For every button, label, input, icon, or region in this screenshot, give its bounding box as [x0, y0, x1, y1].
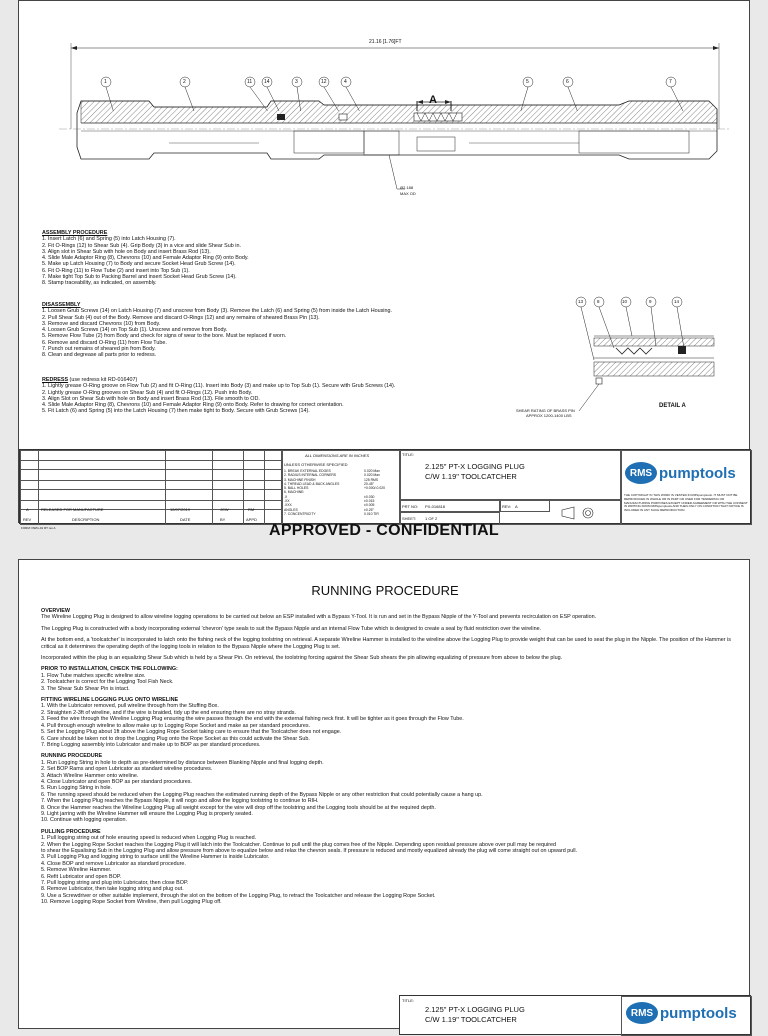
drawing-sheet-2: [18, 559, 750, 1029]
pulling-item: to shear the Equalising Sub in the Logging Plug and allow pressure from above to equalize below and relax the chevron seals. If pressure is reduced and mostly equalized already the plug will come straight out on upward pull.: [41, 848, 578, 854]
pulling-item: 8. Remove Lubricator, then take logging string and plug out.: [41, 886, 184, 893]
rev-label: REV:: [502, 504, 512, 509]
assembly-step: 4. Slide Male Adaptor Ring (8), Chevrons (10) and Female Adaptor Ring (9) onto Body.: [42, 255, 249, 262]
shear-note-1: SHEAR RATING OF BRASS PIN: [516, 408, 575, 413]
running-item: 4. Close Lubricator and open BOP as per standard procedures.: [41, 778, 192, 785]
pulling-item: 6. Refit Lubricator and open BOP.: [41, 873, 122, 880]
tolerance-value: 0.020 Max: [364, 469, 380, 473]
disassembly-step: 6. Remove and discard O-Ring (11) from Flow Tube.: [42, 339, 167, 346]
balloon-1: 1: [104, 79, 107, 85]
assembly-step: 6. Fit O-Ring (11) to Flow Tube (2) and insert into Top Sub (1).: [42, 267, 190, 274]
max-od-label: MAX OD: [400, 191, 416, 196]
section-marker: A: [429, 94, 437, 106]
fitting-title: FITTING WIRELINE LOGGING PLUG ONTO WIRELINE: [41, 697, 179, 704]
tolerance-label: 7. CONCENTRICITY: [284, 511, 316, 516]
tolerance-label: .XX: [284, 499, 290, 504]
balloon-7: 7: [669, 79, 672, 85]
tolerance-value: +0.000/-0.020: [364, 486, 386, 491]
logo-word: pumptools: [659, 464, 736, 482]
page2-title: RUNNING PROCEDURE: [311, 583, 459, 598]
balloon-4: 4: [344, 79, 347, 85]
detail-a-drawing: [574, 296, 724, 426]
logo-word-2: pumptools: [660, 1004, 737, 1022]
drawing-title-2-2: C/W 1.19" TOOLCATCHER: [425, 1015, 517, 1024]
company-logo-2: [626, 1002, 737, 1024]
rev-header-description: DESCRIPTION: [72, 517, 100, 522]
disassembly-step: 3. Remove and discard Chevrons (10) from Body.: [42, 320, 161, 327]
running-item: 3. Attach Wireline Hammer onto wireline.: [41, 772, 139, 779]
detail-a-title: DETAIL A: [659, 403, 686, 409]
drawing-sheet-1: [18, 0, 750, 530]
pulling-title: PULLING PROCEDURE: [41, 828, 101, 835]
pulling-item: 2. When the Logging Rope Socket reaches the Logging Plug it will latch into the Toolcatcher. Continue to pull until the plug comes free of the Nipple. Depending upon residual pressure above over pull may be required: [41, 841, 557, 848]
redress-step: 1. Lightly grease O-Ring groove on Flow Tub (2) and fit O-Ring (11). Insert into Body (3) and make up to Top Sub (1). Secure with Grub Screws (14).: [42, 383, 396, 390]
pulling-item: 9. Use a Screwdriver or other suitable implement, through the slot on the bottom of the Logging Plug, to retract the Toolcatcher and release the Logging Rope Socket.: [41, 892, 436, 899]
redress-step: 4. Slide Male Adaptor Ring (8), Chevrons (10) and Female Adaptor Ring (9) onto Body. Refer to drawing for correct orientation.: [42, 402, 344, 409]
running-item: 5. Run Logging String in hole.: [41, 785, 113, 792]
fitting-item: 4. Pull through enough wireline to allow make up to Logging Rope Socket and make as per standard procedures.: [41, 722, 311, 729]
sheet-value: 1 OF 2: [425, 516, 438, 521]
redress-step: 5. Fit Latch (6) and Spring (5) into the Latch Housing (7) then make tight to Body. Secure with Grub Screws (14).: [42, 408, 310, 415]
pulling-item: 1. Pull logging string out of hole ensuring speed is reduced when Logging Plug is reached.: [41, 835, 257, 842]
rev-date: 12/07/2019: [170, 507, 191, 512]
form-ref: FORM: DWG-01 RT rev A: [21, 526, 56, 530]
balloon-12: 12: [321, 79, 327, 85]
detail-balloon-13: 13: [578, 299, 584, 304]
rev-header-appd: APPD: [246, 517, 257, 522]
title-label: TITLE:: [402, 452, 415, 457]
tolerance-label: .XXX: [284, 503, 292, 508]
prior-item: 2. Toolcatcher is correct for the Logging Tool Fish Neck.: [41, 679, 174, 686]
detail-balloon-10: 10: [622, 299, 628, 304]
logo-mark-2: RMS: [626, 1002, 658, 1024]
running-item: 6. The running speed should be reduced when the Logging Plug reaches the estimated running depth of the Bypass Nipple or any other restriction that could potentially cause a hang up.: [41, 791, 483, 798]
rev-letter: A: [26, 507, 29, 512]
rev-header-date: DATE: [180, 517, 191, 522]
part-no-label: PRT NO:: [402, 504, 419, 509]
tolerance-value: ±0.015: [364, 499, 375, 504]
detail-balloon-14: 14: [674, 299, 680, 304]
running-item: 1. Run Logging String in hole to depth as pre-determined by distance between Blanking Nipple and final logging depth.: [41, 759, 324, 766]
disassembly-step: 7. Punch out remains of sheared pin from Body.: [42, 346, 156, 353]
tolerance-list: [284, 469, 398, 516]
assembly-step: 1. Insert Latch (6) and Spring (5) into Latch Housing (7).: [42, 236, 176, 243]
rev-by: JCW: [220, 507, 229, 512]
prior-title: PRIOR TO INSTALLATION, CHECK THE FOLLOWING:: [41, 666, 178, 673]
prior-item: 1. Flow Tube matches specific wireline size.: [41, 672, 146, 679]
copyright-notice: THE COPYRIGHT IN THIS WORK IS VESTED IN RMSpumptools. IT MUST NOT BE REPRODUCED IN WHOLE OR IN PART OR USED FOR TENDERING OR MANUFACTURING PURPOSES EXCEPT UNDER AGREEMENT OR WITH THE CONSENT IN WRITING FROM RMSpumptools AND THEN ONLY ON CONDITION THAT NOTICE IS INCLUDED IN ANY SUCH REPRODUCTION.: [624, 493, 748, 513]
rev-value: A: [515, 504, 518, 509]
tolerance-row: [284, 512, 398, 516]
disassembly-procedure: [42, 302, 512, 359]
disassembly-step: 2. Pull Shear Sub (4) out of the Body. Remove and discard O-Rings (12) and any remains of sheared Brass Pin (13).: [42, 314, 320, 321]
tolerance-label: ANGLES: [284, 507, 298, 512]
max-od-value: Ø2.188: [400, 185, 414, 190]
assembly-step: 3. Align slot in Shear Sub with hole on Body and insert Brass Rod (13).: [42, 248, 211, 255]
tolerance-value: ±0.25°: [364, 507, 374, 512]
pulling-item: 5. Remove Wireline Hammer.: [41, 867, 112, 874]
pulling-item: 7. Pull logging string and plug into Lubricator, then close BOP.: [41, 880, 189, 887]
confidential-banner: APPROVED - CONFIDENTIAL: [268, 522, 500, 539]
disassembly-step: 8. Clean and degrease all parts prior to redress.: [42, 352, 157, 359]
disassembly-step: 1. Loosen Grub Screws (14) on Latch Housing (7) and unscrew from Body (3). Remove the Latch (6) and Spring (5) from inside the Latch Housing.: [42, 308, 392, 315]
overview-para: Incorporated within the plug is an equalizing Shear Sub which is held by a Shear Pin. On retrieval, the toolstring forcing against the Shear Sub shears the pin allowing equalizing of pressure from above to below the plug.: [41, 655, 563, 662]
company-logo: [625, 462, 736, 484]
assembly-step: 5. Make up Latch Housing (7) to Body and secure Socket Head Grub Screw (14).: [42, 261, 236, 268]
detail-balloon-9: 9: [649, 299, 652, 304]
tolerance-value: 20-45°: [364, 481, 375, 486]
disassembly-step: 5. Remove Flow Tube (2) from Body and check for signs of wear to the bore. Must be replaced if worn.: [42, 333, 287, 340]
running-item: 9. Light jarring with the Wireline Hammer will ensure the Logging Plug is properly seated.: [41, 810, 253, 817]
drawing-title-2-1: 2.125" PT-X LOGGING PLUG: [425, 1005, 525, 1014]
tolerance-value: 125 RMS: [364, 477, 379, 482]
pulling-item: 4. Close BOP and remove Lubricator as standard procedure.: [41, 860, 186, 867]
rev-header-rev: REV: [23, 517, 32, 522]
tolerance-value: ±0.005: [364, 503, 375, 508]
fitting-item: 3. Feed the wire through the Wireline Logging Plug ensuring the wire passes through the end with the external fishing neck first. It will be tighter as it goes through the Flow Tube.: [41, 716, 464, 723]
title-block: [19, 449, 751, 524]
running-title: RUNNING PROCEDURE: [41, 753, 103, 760]
rev-appd: RM: [248, 507, 255, 512]
title-block-2: [399, 995, 751, 1035]
tolerance-label: 6. MACHINE:: [284, 490, 305, 495]
logo-mark: RMS: [625, 462, 657, 484]
redress-title: REDRESS: [42, 377, 69, 383]
drawing-title-2: C/W 1.19" TOOLCATCHER: [425, 472, 517, 481]
balloon-3: 3: [295, 79, 298, 85]
tolerance-label: 5. BALL HOLES: [284, 486, 309, 491]
running-procedure-text: [41, 608, 731, 906]
overview-para: At the bottom end, a 'toolcatcher' is incorporated to latch onto the fishing neck of the logging toolstring on retrieval. A separate Wireline Hammer is installed to the wireline above the Logging Plug to provide weight that can be used to seat the plug in the Nipple. The position of the Hammer is critical as it determines the operating depth of the logging tools in relation to the Bypass Nipple where the Logging Plug is set.: [41, 637, 731, 650]
assembly-procedure: [42, 230, 512, 287]
prior-item: 3. The Shear Sub Shear Pin is intact.: [41, 685, 130, 692]
fitting-item: 7. Bring Logging assembly into Lubricator and make up to BOP as per standard procedures.: [41, 741, 261, 748]
rev-description: RELEASED FOR MANUFACTURE: [41, 507, 104, 512]
title-label-2: TITLE:: [402, 998, 415, 1003]
redress-step: 3. Align Slot on Shear Sub with hole on Body and insert Brass Rod (13). File smooth to OD.: [42, 395, 260, 402]
balloon-14: 14: [264, 79, 270, 85]
running-item: 8. Once the Hammer reaches the Wireline Logging Plug all weight except for the wire will drop off the toolstring and the Logging tools should be at the required depth.: [41, 804, 436, 811]
redress-step: 2. Lightly grease O-Ring grooves on Shear Sub (4) and fit O-Rings (12). Push into Body.: [42, 389, 253, 396]
redress-kit: (use redress kit RD-016407): [68, 377, 138, 383]
assembly-title: ASSEMBLY PROCEDURE: [42, 230, 108, 236]
tolerance-label: 3. MACHINE FINISH: [284, 477, 316, 482]
tolerance-label: 4. THREAD LEAD & BACK ANGLES: [284, 481, 340, 486]
overview-para: The Logging Plug is constructed with a body incorporating external 'chevron' type seals to suit the Bypass Nipple and an internal Flow Tube which is designed to create a seal by fluid restriction over the wireline.: [41, 625, 542, 632]
tolerance-label: 1. BREAK EXTERNAL EDGES: [284, 469, 331, 473]
shear-note-2: APPROX 1200-1400 LBS: [526, 413, 572, 418]
balloon-5: 5: [526, 79, 529, 85]
tolerance-label: .X: [284, 494, 288, 499]
balloon-11: 11: [247, 79, 253, 85]
tolerance-label: 2. RADIUS INTERNAL CORNERS: [284, 473, 337, 478]
overview-para: The Wireline Logging Plug is designed to allow wireline logging operations to be carried out below an ESP installed with a Bypass Y-Tool. It is run and set in the Bypass Nipple of the Y-Tool and prevents recirculation on ESP operation.: [41, 614, 597, 621]
balloon-2: 2: [183, 79, 186, 85]
redress-procedure: [42, 377, 512, 415]
detail-balloon-8: 8: [597, 299, 600, 304]
rev-header-by: BY: [220, 517, 226, 522]
item-balloons: [19, 1, 751, 111]
balloon-6: 6: [566, 79, 569, 85]
running-item: 2. Set BOP Rams and open Lubricator as standard wireline procedures.: [41, 766, 213, 773]
fitting-item: 1. With the Lubricator removed, pull wireline through from the Stuffing Box.: [41, 703, 219, 710]
fitting-item: 2. Straighten 2-3ft of wireline, and if the wire is braided, tidy up the end ensuring there are no stray strands.: [41, 709, 296, 716]
sheet-label: SHEET:: [402, 516, 417, 521]
overview-title: OVERVIEW: [41, 608, 70, 614]
unless-note: UNLESS OTHERWISE SPECIFIED: [284, 462, 348, 467]
assembly-step: 8. Stamp traceability, as indicated, on assembly.: [42, 280, 157, 287]
projection-symbol-icon: [560, 506, 600, 520]
pulling-item: 3. Pull Logging Plug and logging string to surface until the Wireline Hammer is inside Lubricator.: [41, 854, 270, 861]
pulling-item: 10. Remove Logging Rope Socket from Wireline, then pull Logging Plug off.: [41, 899, 222, 906]
tolerance-value: 0.020 Max: [364, 473, 380, 478]
assembly-step: 7. Make tight Top Sub to Packing Barrel and insert Socket Head Grub Screw (14).: [42, 274, 237, 281]
fitting-item: 5. Set the Logging Plug about 1ft above the Logging Rope Socket taking care to ensure that the Toolcatcher does not engage.: [41, 729, 342, 736]
part-no: PX-016818: [425, 504, 446, 509]
fitting-item: 6. Care should be taken not to drop the Logging Plug onto the Rope Socket as this could activate the Shear Sub.: [41, 735, 310, 742]
running-item: 7. When the Logging Plug reaches the Bypass Nipple, it will nogo and allow the logging toolstring to continue to RIH.: [41, 798, 319, 805]
overall-dimension: 21.16 [1.76]FT: [369, 39, 402, 45]
disassembly-step: 4. Loosen Grub Screws (14) on Top Sub (1). Unscrew and remove from Body.: [42, 327, 228, 334]
assembly-step: 2. Fit O-Rings (12) to Shear Sub (4). Grip Body (3) in a vice and slide Shear Sub in.: [42, 242, 241, 249]
tolerance-value: ±0.030: [364, 494, 375, 499]
running-item: 10. Continue with logging operation.: [41, 817, 128, 824]
dims-note: ALL DIMENSIONS ARE IN INCHES: [305, 453, 370, 458]
drawing-title-1: 2.125" PT-X LOGGING PLUG: [425, 462, 525, 471]
disassembly-title: DISASSEMBLY: [42, 302, 81, 308]
tolerance-value: 0.010 TIR: [364, 511, 379, 516]
